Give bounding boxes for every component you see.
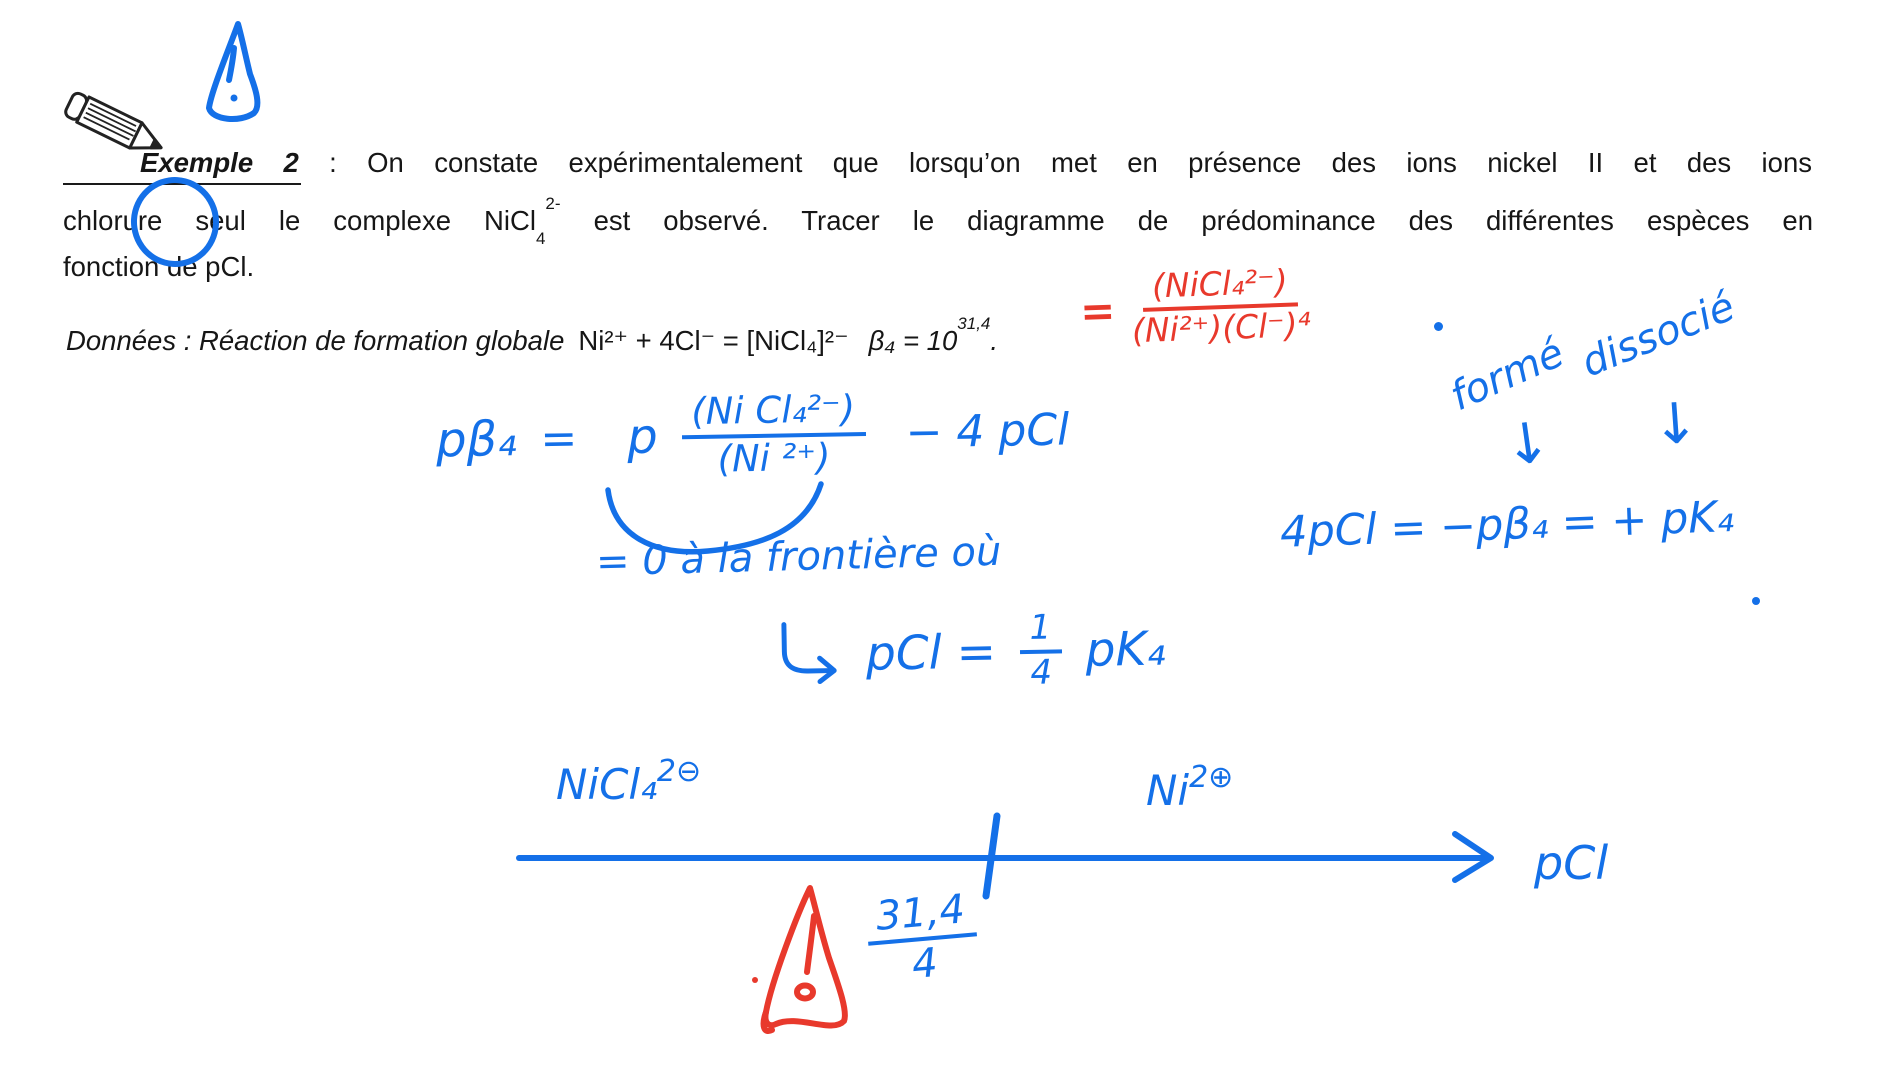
formed-down-arrow-icon: ↓ (1499, 409, 1556, 480)
boundary-value-fraction: $\frac{31,4}{4}$ (864, 887, 981, 989)
right-species-label: Ni2⊕ (1146, 760, 1234, 815)
blue-pbeta-equation: pβ₄ = p $\frac{\text{(Ni Cl₄²⁻)}}{\text{(Ni ²⁺)}}$ − 4 pCl (435, 387, 1070, 481)
conclusion-equation: pCl = $\frac{1}{4}$ pK₄ (769, 609, 1166, 696)
formed-label: formé (1443, 329, 1571, 421)
ink-dot (1752, 597, 1760, 605)
data-line (66, 314, 999, 358)
exercise-text-line2: chlorure seul le complexe NiCl$_4^{2-}$ est observé. Tracer le diagramme de prédominance des différentes espèces en (63, 194, 1813, 248)
warning-triangle-icon (196, 18, 278, 143)
predominance-axis (505, 806, 1565, 906)
circled-word: seul (195, 205, 246, 237)
dissociated-label: dissocié (1575, 283, 1742, 387)
donnees-label: Données : Réaction de formation globale (66, 325, 565, 357)
axis-label: pCl (1534, 836, 1609, 890)
corner-arrow-icon (769, 618, 842, 691)
exercise-heading: Exemple 2 (140, 147, 299, 178)
left-species-label: NiCl₄2⊖ (556, 754, 702, 809)
frontier-statement: = 0 à la frontière où (595, 528, 1002, 586)
exclamation-mark (807, 916, 814, 972)
exercise-text-line1: Exemple 2 : On constate expérimentalement que lorsqu’on met en présence des ions nickel II et des ions (140, 147, 1812, 178)
exercise-text-line3: fonction de pCl. (63, 251, 255, 282)
ink-dot (1434, 322, 1443, 331)
beta-constant: $\beta_4 = 10^{31,4}$. (868, 314, 999, 357)
dissociated-down-arrow-icon: ↓ (1649, 390, 1702, 459)
frontier-equation: 4pCl = −pβ₄ = + pK₄ (1279, 492, 1735, 558)
reaction-formula: Ni²⁺ + 4Cl⁻ = [NiCl₄]²⁻ (578, 325, 849, 357)
warning-triangle-icon (748, 880, 868, 1045)
red-beta-expression: = $\frac{\text{(NiCl₄²⁻)}}{\text{(Ni²⁺)(Cl⁻)⁴}}$ (1079, 261, 1312, 350)
